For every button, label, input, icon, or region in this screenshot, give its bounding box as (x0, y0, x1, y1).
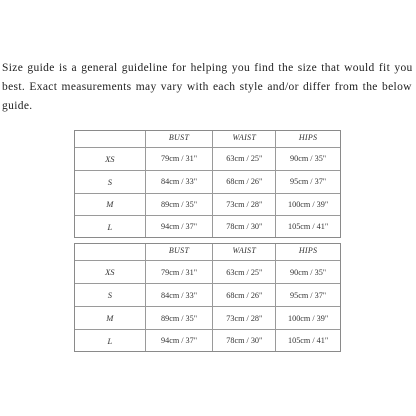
waist-cell: 73cm / 28" (213, 194, 276, 217)
table-row (75, 330, 340, 351)
hips-cell: 105cm / 41" (288, 336, 329, 346)
size-cell: M (75, 307, 146, 330)
bust-cell: 79cm / 31" (146, 148, 214, 171)
bust-cell: 79cm / 31" (146, 261, 214, 284)
table-row (75, 194, 340, 217)
header-waist: WAIST (213, 131, 276, 148)
header-hips: HIPS (276, 131, 340, 148)
waist-cell: 78cm / 30" (213, 216, 276, 237)
size-cell: S (75, 284, 146, 307)
bust-cell: 94cm / 37" (146, 216, 214, 237)
size-cell: M (75, 194, 146, 217)
table-row (75, 284, 340, 307)
header-hips: HIPS (276, 244, 340, 261)
waist-cell: 78cm / 30" (213, 330, 276, 351)
hips-cell: 100cm / 39" (276, 194, 340, 217)
bust-cell: 94cm / 37" (146, 330, 214, 351)
size-cell: S (75, 171, 146, 194)
waist-cell: 63cm / 25" (213, 261, 276, 284)
size-cell: L (75, 330, 146, 351)
header-waist: WAIST (213, 244, 276, 261)
hips-cell: 95cm / 37" (276, 284, 340, 307)
header-size (75, 244, 146, 261)
table-header-row (75, 131, 340, 148)
size-table (74, 130, 341, 238)
bust-cell: 84cm / 33" (146, 284, 214, 307)
hips-cell: 105cm / 41" (288, 222, 329, 232)
waist-cell: 68cm / 26" (213, 284, 276, 307)
bust-cell: 84cm / 33" (146, 171, 214, 194)
table-row (75, 216, 340, 237)
hips-cell: 90cm / 35" (276, 261, 340, 284)
hips-cell: 90cm / 35" (276, 148, 340, 171)
bust-cell: 89cm / 35" (146, 307, 214, 330)
table-header-row (75, 244, 340, 261)
table-row (75, 261, 340, 284)
table-row (75, 171, 340, 194)
waist-cell: 68cm / 26" (213, 171, 276, 194)
waist-cell: 73cm / 28" (213, 307, 276, 330)
hips-cell: 100cm / 39" (276, 307, 340, 330)
hips-cell: 95cm / 37" (276, 171, 340, 194)
waist-cell: 63cm / 25" (213, 148, 276, 171)
bust-cell: 89cm / 35" (146, 194, 214, 217)
header-bust: BUST (146, 131, 214, 148)
table-row (75, 307, 340, 330)
table-row (75, 148, 340, 171)
header-size (75, 131, 146, 148)
header-bust: BUST (146, 244, 214, 261)
size-table (74, 243, 341, 352)
size-cell: XS (75, 261, 146, 284)
size-cell: L (75, 216, 146, 237)
size-guide-intro: Size guide is a general guideline for helping you find the size that would fit you best. Exact measurements may vary with each style and/or differ from the below guide. (2, 62, 413, 112)
size-cell: XS (75, 148, 146, 171)
